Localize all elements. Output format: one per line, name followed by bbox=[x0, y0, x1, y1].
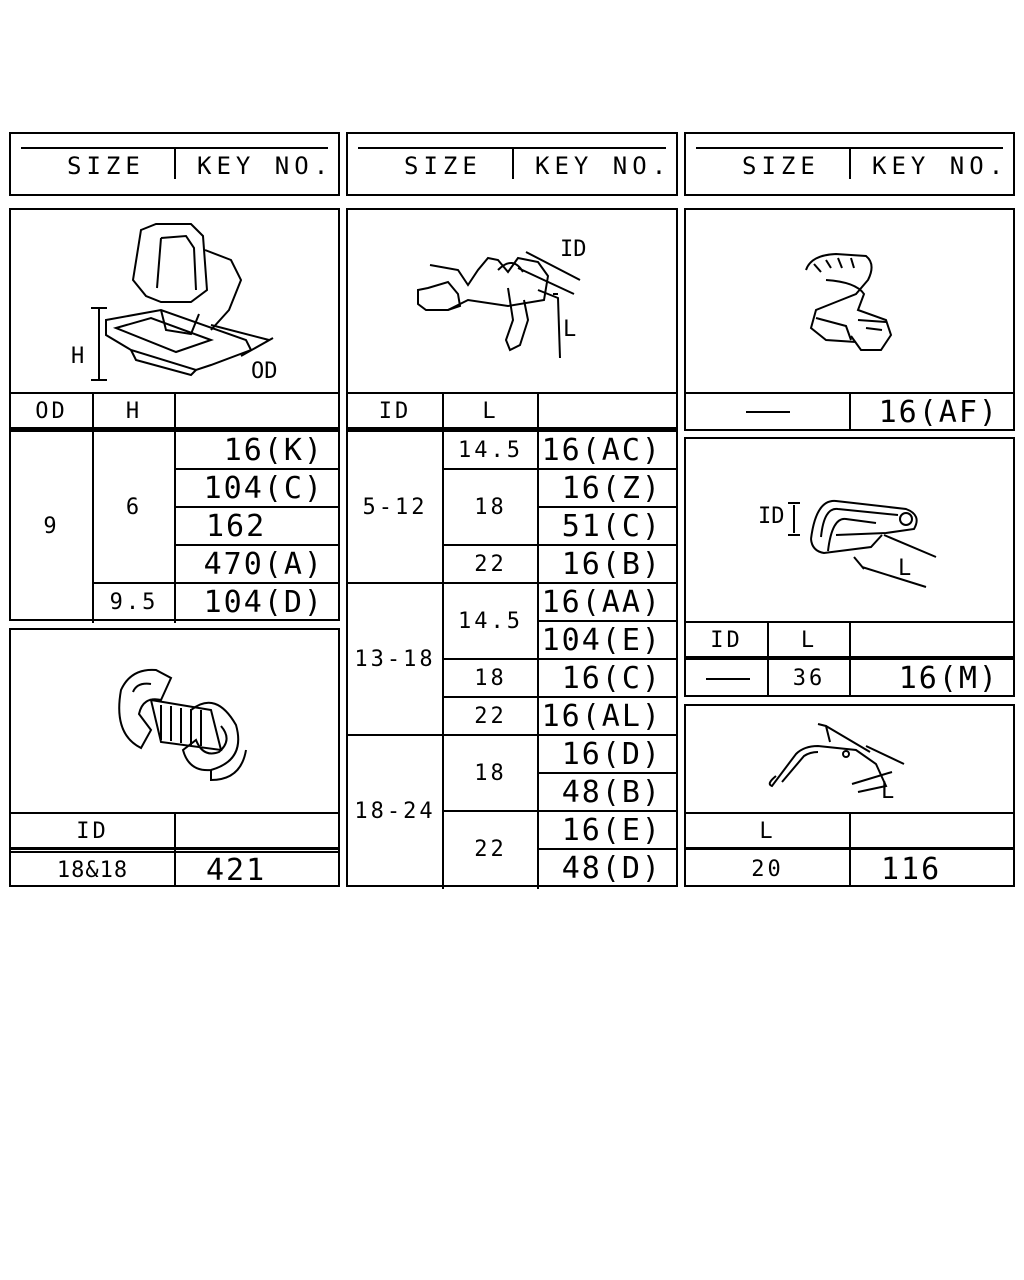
thick-rule bbox=[11, 847, 338, 850]
size-label: SIZE bbox=[742, 152, 820, 180]
l-value: 22 bbox=[474, 837, 507, 862]
key-number: 16(C) bbox=[561, 660, 662, 696]
key-no-label: KEY NO. bbox=[535, 152, 672, 180]
key-number: 104(D) bbox=[203, 585, 324, 620]
od-header: OD bbox=[35, 399, 68, 424]
l-value: 18 bbox=[474, 665, 507, 691]
header-col1 bbox=[9, 132, 340, 196]
l-value: 18 bbox=[474, 760, 507, 786]
id-header: ID bbox=[378, 399, 412, 424]
key-number: 470(A) bbox=[203, 546, 324, 582]
l-value: 22 bbox=[474, 551, 507, 577]
double-clip-illustration bbox=[11, 630, 338, 812]
key-number: 16(AC) bbox=[541, 432, 662, 468]
header-col2 bbox=[346, 132, 678, 196]
l-header: L bbox=[800, 628, 818, 653]
panel-d bbox=[684, 208, 1015, 431]
key-number: 104(C) bbox=[203, 470, 324, 506]
key-number: 16(K) bbox=[223, 432, 324, 468]
l-value: 22 bbox=[474, 703, 507, 729]
key-number: 162 bbox=[206, 508, 267, 544]
key-number: 51(C) bbox=[561, 508, 662, 544]
key-number: 104(E) bbox=[541, 622, 662, 658]
svg-text:OD: OD bbox=[251, 359, 278, 384]
key-number: 48(D) bbox=[561, 851, 662, 886]
l-header: L bbox=[482, 399, 499, 424]
key-number: 16(AA) bbox=[541, 584, 662, 620]
size-label: SIZE bbox=[404, 152, 482, 180]
l-value: 18 bbox=[474, 494, 507, 520]
panel-a bbox=[9, 208, 340, 621]
l-header: L bbox=[759, 819, 776, 844]
h-value: 6 bbox=[125, 494, 143, 520]
header-col3 bbox=[684, 132, 1015, 196]
key-number: 16(M) bbox=[898, 661, 999, 696]
size-label: SIZE bbox=[67, 152, 145, 180]
key-number: 16(Z) bbox=[561, 470, 662, 506]
header-divider bbox=[512, 149, 514, 179]
l-value: 14.5 bbox=[458, 608, 523, 634]
panel-b bbox=[9, 628, 340, 887]
thick-rule bbox=[686, 847, 1013, 850]
id-value: 5-12 bbox=[362, 494, 428, 520]
key-no-label: KEY NO. bbox=[872, 152, 1009, 180]
panel-c bbox=[346, 208, 678, 887]
id-value: 13-18 bbox=[354, 646, 436, 672]
key-number: 16(AL) bbox=[541, 698, 662, 734]
l-value: 36 bbox=[792, 666, 826, 691]
no-size-dash bbox=[706, 678, 750, 680]
h-header: H bbox=[125, 399, 143, 424]
svg-text:L: L bbox=[881, 779, 895, 804]
key-number: 16(E) bbox=[561, 812, 662, 848]
key-number: 116 bbox=[881, 851, 942, 887]
no-size-dash bbox=[746, 411, 790, 413]
svg-text:ID: ID bbox=[560, 237, 587, 262]
hook-clip-illustration bbox=[686, 210, 1013, 392]
svg-text:H: H bbox=[71, 344, 85, 369]
bracket-clip-illustration bbox=[348, 210, 676, 392]
l-value: 20 bbox=[751, 856, 784, 882]
clip-illustration bbox=[11, 210, 338, 392]
header-divider bbox=[174, 149, 176, 179]
id-value: 18&18 bbox=[56, 857, 129, 883]
id-header: ID bbox=[76, 819, 109, 844]
col-divider bbox=[537, 392, 539, 429]
col-divider bbox=[174, 392, 176, 429]
id-value: 18-24 bbox=[354, 799, 436, 824]
key-number: 16(AF) bbox=[878, 395, 999, 430]
panel-f bbox=[684, 704, 1015, 887]
id-header: ID bbox=[710, 628, 743, 653]
panel-e bbox=[684, 437, 1015, 697]
key-number: 421 bbox=[206, 852, 267, 888]
od-value: 9 bbox=[43, 514, 60, 539]
key-number: 16(D) bbox=[561, 736, 662, 772]
header-divider bbox=[849, 149, 851, 179]
key-no-label: KEY NO. bbox=[197, 152, 334, 180]
svg-text:L: L bbox=[563, 317, 577, 342]
fork-clip-illustration bbox=[686, 439, 1013, 621]
h-value: 9.5 bbox=[109, 590, 159, 615]
svg-text:L: L bbox=[898, 556, 912, 581]
l-value: 14.5 bbox=[458, 437, 523, 463]
key-number: 16(B) bbox=[561, 546, 662, 582]
bracket-illustration bbox=[686, 706, 1013, 812]
svg-text:ID: ID bbox=[758, 504, 785, 529]
key-number: 48(B) bbox=[561, 774, 662, 810]
